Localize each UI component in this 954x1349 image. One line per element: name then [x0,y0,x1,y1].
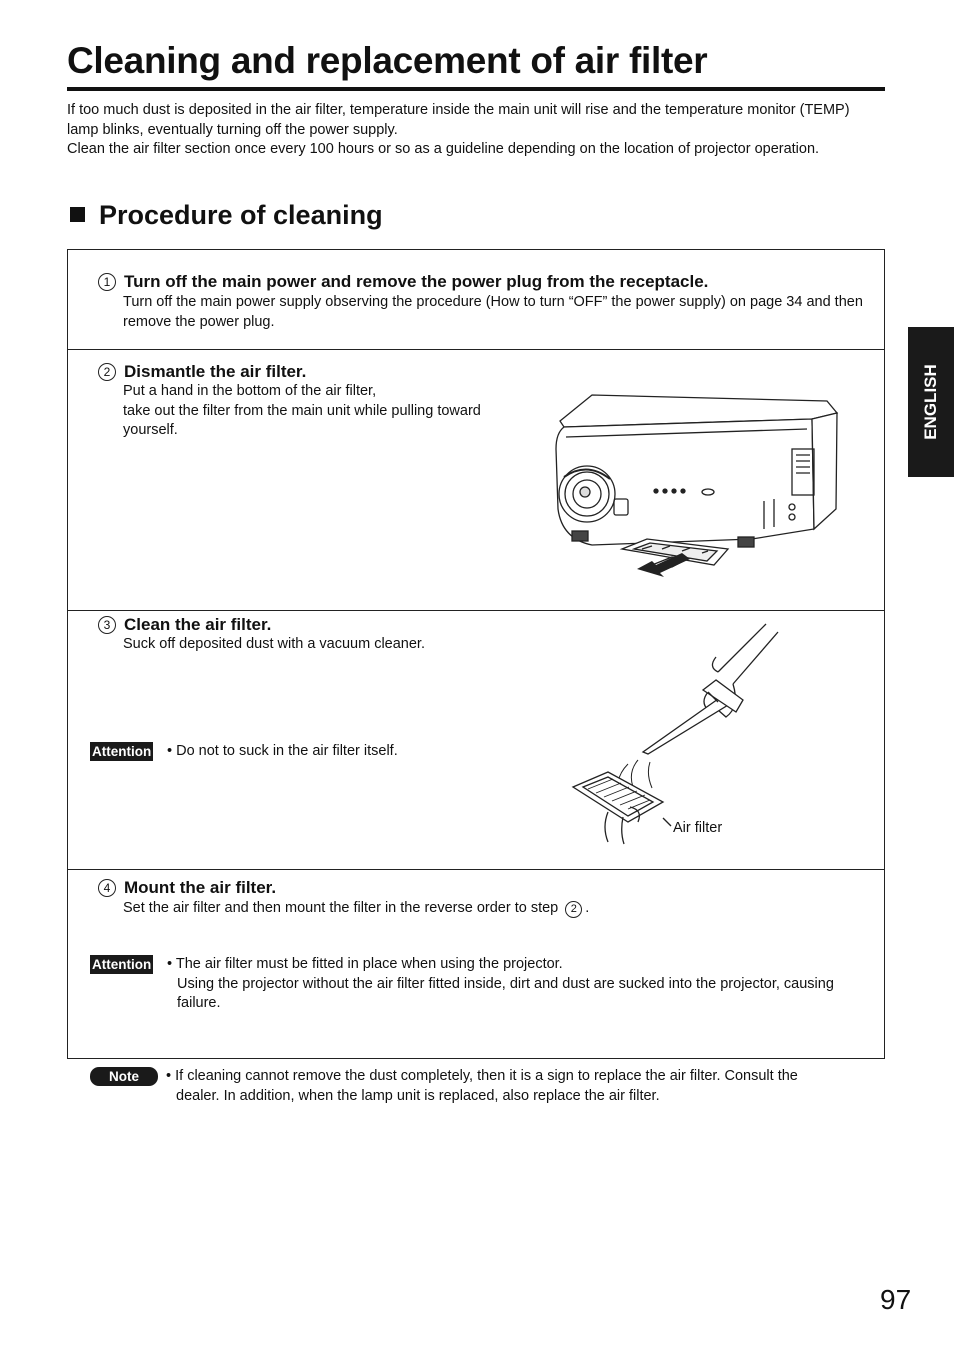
note-line: dealer. In addition, when the lamp unit is replaced, also replace the air filter. [176,1087,660,1104]
step-text: Suck off deposited dust with a vacuum cleaner. [123,636,425,652]
note-line: • If cleaning cannot remove the dust completely, then it is a sign to replace the air filter. Consult the [166,1068,798,1084]
step-body [123,293,878,332]
page-title: Cleaning and replacement of air filter [67,42,885,91]
attention-line: Using the projector without the air filter fitted inside, dirt and dust are sucked into the projector, causing failure. [177,975,834,1011]
step-number: 3 [98,616,116,634]
step-number: 2 [98,363,116,381]
step-heading [98,272,708,292]
note-label: Note [90,1067,158,1086]
language-tab [908,327,954,477]
step-body [123,635,573,655]
step-reference: 2 [565,901,582,918]
step-1 [68,250,884,350]
section-title: Procedure of cleaning [99,200,383,230]
step-body [123,899,863,919]
attention-text: • Do not to suck in the air filter itself. [167,743,398,759]
attention-label: Attention [92,957,152,972]
step-text: Put a hand in the bottom of the air filter, [123,383,377,399]
language-label: ENGLISH [921,364,940,440]
intro-paragraph: If too much dust is deposited in the air filter, temperature inside the main unit will rise and the temperature monitor (TEMP) lamp blinks, eventually turning off the power supply. [67,102,850,138]
step-title: Mount the air filter. [124,878,277,897]
step-text [123,899,863,919]
attention-text [167,955,867,1014]
step-heading [98,362,306,382]
step-heading [98,615,271,635]
step-text-before: Set the air filter and then mount the filter in the reverse order to step [123,900,559,916]
projector-illustration [552,389,842,589]
step-number: 4 [98,879,116,897]
vacuum-cleaning-illustration [568,622,788,847]
note-text [166,1067,886,1106]
step-text: take out the filter from the main unit while pulling toward yourself. [123,402,481,438]
step-2 [68,349,884,611]
step-body [123,382,533,441]
step-3 [68,610,884,870]
step-heading [98,878,276,898]
page-number: 97 [880,1284,912,1315]
step-title: Dismantle the air filter. [124,362,307,381]
attention-label: Attention [92,744,152,759]
step-4 [68,869,884,1058]
step-text-after: . [585,900,590,916]
step-text: Turn off the main power supply observing the procedure (How to turn “OFF” the power supply) on page 34 and then remove the power plug. [123,294,863,330]
attention-line: • The air filter must be fitted in place when using the projector. [167,956,563,972]
section-heading [70,200,383,231]
intro-paragraph: Clean the air filter section once every 100 hours or so as a guideline depending on the location of projector operation. [67,141,820,157]
square-bullet-icon [70,207,85,222]
step-title: Turn off the main power and remove the power plug from the receptacle. [124,272,709,291]
step-number: 1 [98,273,116,291]
step-title: Clean the air filter. [124,615,272,634]
procedure-box [67,249,885,1059]
figure-caption: Air filter [673,820,723,836]
intro-text [67,101,882,160]
